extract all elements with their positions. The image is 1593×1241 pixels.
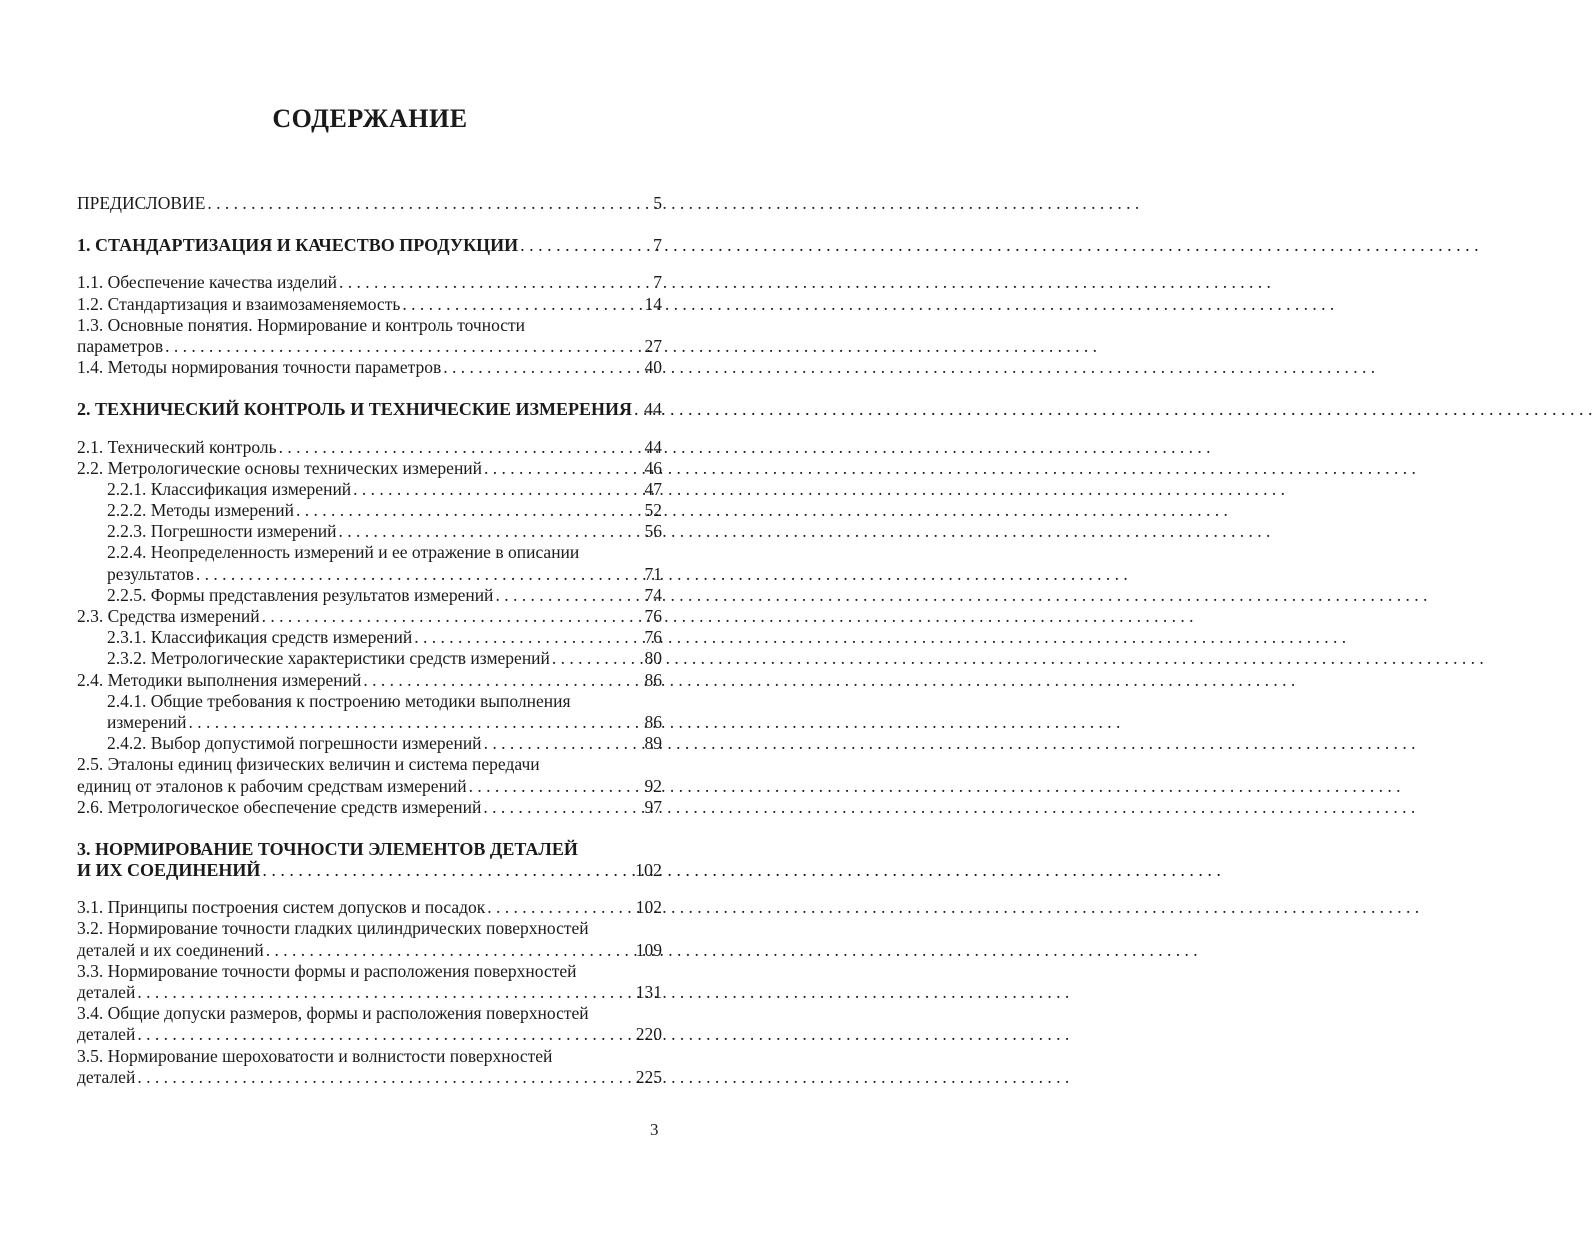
leader-dots (187, 712, 645, 733)
leader-dots (264, 940, 636, 961)
toc-entry-page: 74 (644, 584, 662, 605)
leader-dots (518, 235, 653, 256)
toc-entry-2-4-2 (77, 733, 662, 754)
toc-entry-title: 3.1. Принципы построения систем допусков и посадок (77, 897, 486, 918)
toc-entry-title: 2.5. Эталоны единиц физических величин и система передачи (77, 754, 540, 775)
toc-chapter-2 (77, 399, 662, 420)
toc-entry-page: 109 (635, 939, 662, 960)
toc-entry-2-2 (77, 458, 662, 479)
toc-entry-1-1 (77, 272, 662, 293)
leader-dots (361, 670, 644, 691)
leader-dots (481, 797, 644, 818)
toc-entry-title: 2.2.4. Неопределенность измерений и ее отражение в описании (107, 542, 580, 563)
toc-entry-title: 2.2.5. Формы представления результатов измерений (107, 584, 494, 605)
leader-dots (260, 860, 635, 881)
toc-entry-page: 40 (644, 357, 662, 378)
toc-entry-title: 3.5. Нормирование шероховатости и волнистости поверхностей (77, 1045, 553, 1066)
toc-entry-page: 5 (653, 193, 662, 213)
toc-chapter-3-line2 (77, 860, 662, 881)
toc-entry-3-1 (77, 897, 662, 918)
toc-entry-page: 7 (653, 272, 662, 293)
toc-entry-page: 80 (644, 648, 662, 669)
toc-entry-page: 44 (644, 399, 662, 420)
toc-entry-2-2-5 (77, 585, 662, 606)
toc-entry-title: измерений (107, 711, 187, 732)
leader-dots (482, 733, 645, 754)
toc-entry-page: 71 (644, 563, 662, 584)
leader-dots (400, 294, 644, 315)
leader-dots (337, 521, 645, 542)
toc-entry-1-3-line2 (77, 336, 662, 357)
toc-entry-2-3 (77, 606, 662, 627)
toc-entry-1-3-line1 (77, 315, 662, 336)
leader-dots (550, 648, 645, 669)
leader-dots (205, 193, 653, 214)
toc-entry-3-4-line1 (77, 1003, 662, 1024)
page-number: 3 (650, 1120, 659, 1139)
toc-entry-title: 2.3. Средства измерений (77, 606, 260, 626)
toc-entry-3-2-line2 (77, 940, 662, 961)
toc-entry-title: 2.2.2. Методы измерений (107, 500, 295, 521)
leader-dots (277, 437, 645, 458)
toc-entry-page: 76 (644, 606, 662, 626)
toc-entry-page: 86 (644, 711, 662, 732)
toc-entry-2-2-3 (77, 521, 662, 542)
toc-entry-3-5-line2 (77, 1067, 662, 1088)
toc-entry-title: 2.4.1. Общие требования к построению методики выполнения (107, 690, 571, 711)
toc-entry-page: 7 (653, 235, 662, 256)
toc-entry-title: деталей и их соединений (77, 939, 264, 960)
toc-entry-2-5-line2 (77, 776, 662, 797)
toc-entry-2-2-2 (77, 500, 662, 521)
toc-entry-page: 76 (644, 627, 662, 648)
toc-entry-title: 1. СТАНДАРТИЗАЦИЯ И КАЧЕСТВО ПРОДУКЦИИ (77, 235, 519, 256)
toc-entry-title: И ИХ СОЕДИНЕНИЙ (77, 860, 261, 881)
toc-entry-1-4 (77, 357, 662, 378)
toc-entry-page: 56 (644, 521, 662, 542)
toc-entry-page: 225 (635, 1066, 662, 1087)
toc-entry-title: деталей (77, 1024, 136, 1045)
leader-dots (135, 982, 635, 1003)
leader-dots (135, 1067, 635, 1088)
toc-entry-title: 3.4. Общие допуски размеров, формы и расположения поверхностей (77, 1003, 589, 1024)
toc-entry-2-4-1-line1 (77, 691, 662, 712)
leader-dots (163, 336, 644, 357)
toc-entry-3-4-line2 (77, 1024, 662, 1045)
toc-entry-title: 1.1. Обеспечение качества изделий (77, 272, 338, 293)
toc-entry-page: 89 (644, 733, 662, 754)
toc-entry-title: 1.4. Методы нормирования точности параметров (77, 357, 442, 378)
toc-entry-title: параметров (77, 335, 164, 356)
leader-dots (260, 606, 645, 627)
toc-entry-2-2-1 (77, 479, 662, 500)
leader-dots (135, 1024, 635, 1045)
toc-entry-title: 2.1. Технический контроль (77, 436, 277, 457)
page-title: СОДЕРЖАНИЕ (272, 104, 468, 133)
leader-dots (294, 500, 644, 521)
toc-entry-2-1 (77, 437, 662, 458)
toc-entry-page: 14 (644, 293, 662, 314)
toc-entry-page: 47 (644, 478, 662, 499)
toc-entry-2-5-line1 (77, 754, 662, 775)
toc-entry-title: 2.4. Методики выполнения измерений (77, 669, 362, 690)
toc-entry-1-2 (77, 294, 662, 315)
toc-entry-3-5-line1 (77, 1046, 662, 1067)
toc-entry-page: 102 (635, 860, 662, 881)
toc-entry-title: 1.2. Стандартизация и взаимозаменяемость (77, 293, 401, 314)
leader-dots (632, 399, 644, 420)
toc-entry-2-4 (77, 670, 662, 691)
toc-entry-2-2-4-line2 (77, 564, 662, 585)
leader-dots (441, 357, 644, 378)
leader-dots (337, 272, 653, 293)
leader-dots (493, 585, 644, 606)
toc-entry-title: результатов (107, 563, 194, 584)
toc-entry-page: 52 (644, 500, 662, 521)
toc-entry-page: 92 (644, 775, 662, 796)
toc-entry-title: 2. ТЕХНИЧЕСКИЙ КОНТРОЛЬ И ТЕХНИЧЕСКИЕ ИЗМЕРЕНИЯ (77, 399, 632, 420)
toc-entry-title: 3.2. Нормирование точности гладких цилиндрических поверхностей (77, 918, 589, 939)
toc-entry-title: ПРЕДИСЛОВИЕ (77, 193, 206, 213)
toc-entry-page: 86 (644, 669, 662, 690)
toc-entry-title: деталей (77, 982, 136, 1002)
toc-entry-title: 3. НОРМИРОВАНИЕ ТОЧНОСТИ ЭЛЕМЕНТОВ ДЕТАЛЕЙ (77, 838, 578, 859)
toc-entry-title: 2.3.1. Классификация средств измерений (107, 627, 413, 648)
table-of-contents (77, 193, 662, 1088)
toc-entry-page: 220 (635, 1024, 662, 1045)
toc-entry-page: 97 (644, 796, 662, 817)
toc-entry-title: единиц от эталонов к рабочим средствам измерений (77, 775, 467, 796)
toc-entry-title: 2.6. Метрологическое обеспечение средств измерений (77, 796, 482, 817)
toc-entry-title: 3.3. Нормирование точности формы и расположения поверхностей (77, 960, 577, 981)
toc-entry-2-6 (77, 797, 662, 818)
leader-dots (482, 458, 644, 479)
toc-entry-title: 1.3. Основные понятия. Нормирование и контроль точности (77, 314, 526, 335)
toc-entry-3-2-line1 (77, 918, 662, 939)
toc-chapter-1 (77, 235, 662, 256)
toc-entry-title: 2.2. Метрологические основы технических измерений (77, 457, 483, 478)
toc-entry-3-3-line2 (77, 982, 662, 1003)
leader-dots (467, 776, 645, 797)
leader-dots (351, 479, 644, 500)
leader-dots (485, 897, 635, 918)
toc-entry-title: 2.2.1. Классификация измерений (107, 478, 352, 499)
toc-entry-page: 131 (635, 982, 662, 1002)
toc-entry-title: 2.2.3. Погрешности измерений (107, 521, 337, 542)
toc-entry-2-4-1-line2 (77, 712, 662, 733)
toc-entry-3-3-line1 (77, 961, 662, 982)
toc-entry-2-3-2 (77, 648, 662, 669)
leader-dots (412, 627, 644, 648)
toc-entry-page: 27 (644, 335, 662, 356)
toc-entry-page: 46 (644, 457, 662, 478)
toc-entry-title: деталей (77, 1066, 136, 1087)
toc-entry-page: 102 (635, 897, 662, 918)
toc-entry-title: 2.3.2. Метрологические характеристики средств измерений (107, 648, 550, 669)
toc-chapter-3-line1 (77, 839, 662, 860)
leader-dots (194, 564, 645, 585)
toc-entry-preface (77, 193, 662, 214)
toc-entry-page: 44 (644, 436, 662, 457)
toc-entry-title: 2.4.2. Выбор допустимой погрешности измерений (107, 733, 482, 754)
toc-entry-2-2-4-line1 (77, 542, 662, 563)
toc-entry-2-3-1 (77, 627, 662, 648)
